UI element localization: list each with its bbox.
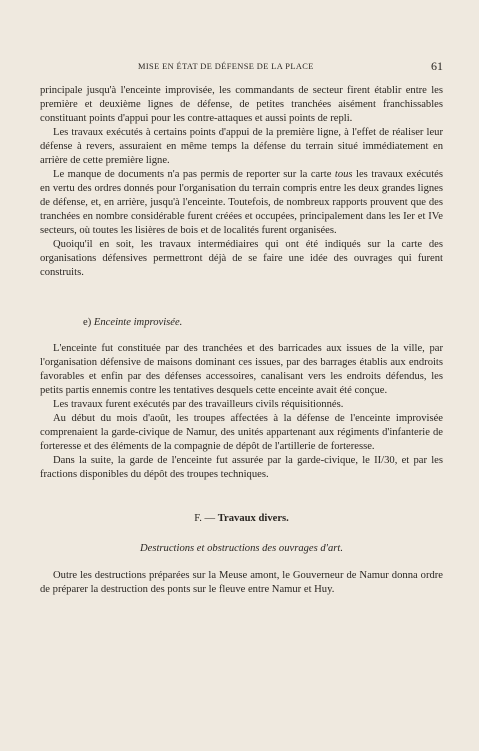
section-f-heading	[40, 512, 443, 526]
section-e-paragraph-1: L'enceinte fut constituée par des tranchées et des barricades aux issues de la ville, par l'organisation défensive de maisons dominant ces issues, par des barrages établis aux endroits favorables et enfin par des défenses accessoires, canalisant vers les endroits défendus, les petits partis ennemis contre les tentatives desquels cette enceinte avait été conçue.	[40, 343, 443, 396]
paragraph-1: principale jusqu'à l'enceinte improvisée, les commandants de secteur firent établir entre les première et deuxième lignes de défense, de petites tranchées aisément franchissables constituant points d'appui pour les contre-attaques et aussi points de repli.	[40, 85, 443, 124]
running-head: MISE EN ÉTAT DE DÉFENSE DE LA PLACE	[138, 62, 314, 71]
section-e-label	[83, 316, 443, 330]
section-f-paragraph-1: Outre les destructions préparées sur la Meuse amont, le Gouverneur de Namur donna ordre de préparer la destruction des ponts sur le fleuve entre Namur et Huy.	[40, 570, 443, 595]
paragraph-2: Les travaux exécutés à certains points d'appui de la première ligne, à l'effet de réaliser leur défense à revers, assuraient en même temps la défense du terrain situé immédiatement en arrière de cette première ligne.	[40, 127, 443, 166]
section-e-paragraph-3: Au début du mois d'août, les troupes affectées à la défense de l'enceinte improvisée comprenaient la garde-civique de Namur, des unités appartenant aux régiments d'infanterie de forteresse et des éléments de la compagnie de dépôt de l'artillerie de forteresse.	[40, 413, 443, 452]
section-e-paragraph-4: Dans la suite, la garde de l'enceinte fut assurée par la garde-civique, le II/30, et par les fractions disponibles du dépôt des troupes techniques.	[40, 455, 443, 480]
page-header	[40, 59, 443, 76]
section-f-title: Travaux divers.	[217, 513, 289, 524]
paragraph-4: Quoiqu'il en soit, les travaux intermédiaires qui ont été indiqués sur la carte des organisations défensives permettront déjà de se faire une idée des ouvrages qui furent construits.	[40, 239, 443, 278]
body-text	[40, 84, 443, 597]
section-e-paragraph-2: Les travaux furent exécutés par des travailleurs civils réquisitionnés.	[53, 399, 344, 410]
paragraph-3	[40, 168, 443, 238]
section-e-prefix: e)	[83, 317, 94, 328]
paragraph-3-emphasis: tous	[334, 169, 353, 180]
page-number: 61	[431, 59, 443, 73]
section-e-title: Enceinte improvisée.	[93, 317, 183, 328]
section-f-subheading: Destructions et obstructions des ouvrages d'art.	[140, 543, 343, 554]
paragraph-3-part-b: les travaux exécutés en vertu des ordres donnés pour l'organisation du terrain compris entre les deux grandes lignes de défense, et, en arrière, jusqu'à l'enceinte. Toutefois, de nombreux rapports prouvent que des tranchées en nombre considérable furent créées et occupées, principalement dans les Ier et IVe secteurs, où toutes les lisières de bois et de localités furent organisées.	[40, 169, 443, 236]
paragraph-3-part-a: Le manque de documents n'a pas permis de reporter sur la carte	[53, 169, 335, 180]
section-f-prefix: F. —	[194, 513, 218, 524]
